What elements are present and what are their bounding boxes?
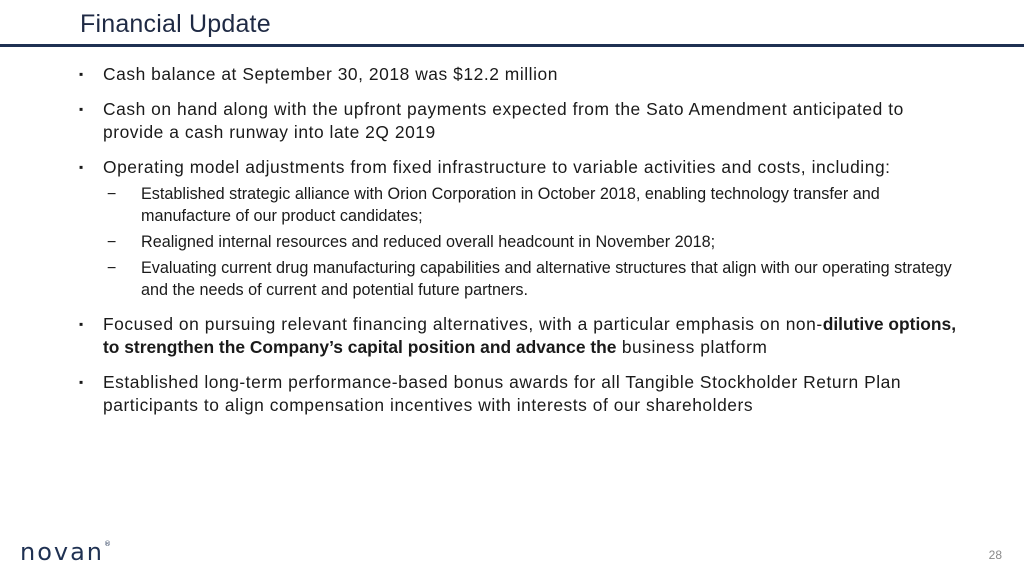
sub-bullet-item: [79, 231, 959, 253]
bullet-item-bonus-awards: [79, 371, 959, 417]
bullet-item-financing: [79, 313, 959, 359]
square-bullet-icon: ▪: [79, 375, 84, 389]
bullet-text-plain: Focused on pursuing relevant financing alternatives, with a particular emphasis on non-: [103, 314, 823, 334]
bullet-item-operating-model: [79, 156, 959, 301]
slide-title: Financial Update: [80, 10, 271, 38]
square-bullet-icon: ▪: [79, 160, 84, 174]
bullet-item-cash-runway: [79, 98, 959, 144]
bullet-text: Established long-term performance-based bonus awards for all Tangible Stockholder Return Plan participants to align compensation incentives with interests of our shareholders: [103, 372, 902, 415]
square-bullet-icon: ▪: [79, 102, 84, 116]
bullet-text: Cash on hand along with the upfront payments expected from the Sato Amendment anticipated to provide a cash runway into late 2Q 2019: [103, 99, 904, 142]
company-logo: [20, 538, 111, 566]
sub-bullet-text: Realigned internal resources and reduced overall headcount in November 2018;: [141, 233, 716, 251]
logo-text: novan: [20, 538, 105, 566]
bullet-text-plain: business platform: [616, 337, 768, 357]
bullet-text-bold: dilutive options, to strengthen the Company’s capital position and advance the: [103, 314, 957, 357]
bullet-list: [79, 63, 959, 429]
registered-mark: ®: [104, 540, 112, 548]
dash-bullet-icon: −: [107, 185, 117, 203]
sub-bullet-text: Established strategic alliance with Orion Corporation in October 2018, enabling technology transfer and manufacture of our product candidates;: [141, 185, 880, 225]
bullet-text: Operating model adjustments from fixed infrastructure to variable activities and costs, including:: [103, 157, 891, 177]
page-number: 28: [988, 548, 1002, 562]
sub-bullet-item: [79, 183, 959, 227]
bullet-text: Cash balance at September 30, 2018 was $12.2 million: [103, 64, 558, 84]
dash-bullet-icon: −: [107, 259, 117, 277]
square-bullet-icon: ▪: [79, 317, 84, 331]
sub-bullet-list: [79, 183, 959, 301]
title-divider: [0, 44, 1024, 47]
dash-bullet-icon: −: [107, 233, 117, 251]
sub-bullet-item: [79, 257, 959, 301]
bullet-item-cash-balance: [79, 63, 959, 86]
square-bullet-icon: ▪: [79, 67, 84, 81]
sub-bullet-text: Evaluating current drug manufacturing capabilities and alternative structures that align with our operating strategy and the needs of current and potential future partners.: [141, 259, 952, 299]
